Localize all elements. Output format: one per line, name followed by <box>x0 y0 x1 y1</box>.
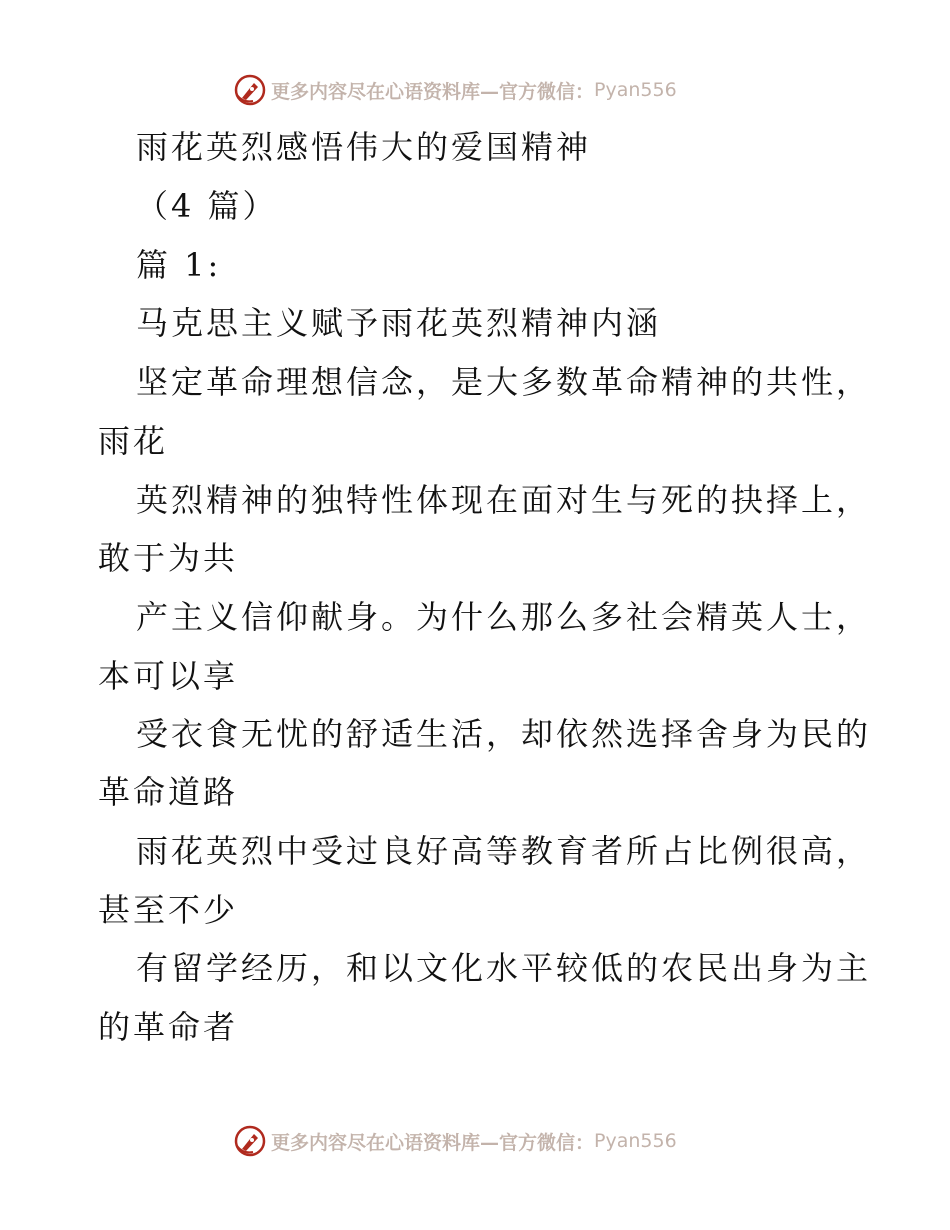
paragraph-line: 革命道路 <box>98 773 239 811</box>
watermark-header <box>233 72 677 108</box>
pen-nib-logo-icon <box>233 1124 267 1158</box>
paragraph-line: 本可以享 <box>98 657 239 695</box>
paragraph-line: 甚至不少 <box>98 891 239 929</box>
paragraph-line: 的革命者 <box>98 1008 239 1046</box>
document-title: 雨花英烈感悟伟大的爱国精神 <box>136 128 592 166</box>
watermark-text: 更多内容尽在心语资料库—官方微信： <box>271 80 595 103</box>
paragraph-line: 雨花 <box>98 422 169 460</box>
paragraph-line: 产主义信仰献身。为什么那么多社会精英人士， <box>136 598 872 636</box>
pen-nib-logo-icon <box>233 73 267 107</box>
paragraph-line: 敢于为共 <box>98 539 239 577</box>
paragraph-line: 坚定革命理想信念，是大多数革命精神的共性， <box>136 363 872 401</box>
watermark-footer <box>233 1123 677 1159</box>
section-heading: 篇 1: <box>136 246 222 284</box>
paragraph-line: 雨花英烈中受过良好高等教育者所占比例很高， <box>136 832 872 870</box>
section-subtitle: 马克思主义赋予雨花英烈精神内涵 <box>136 304 662 342</box>
watermark-text: 更多内容尽在心语资料库—官方微信： <box>271 1131 595 1154</box>
watermark-account: Pyan556 <box>594 79 677 101</box>
article-count: （4 篇） <box>136 187 278 225</box>
paragraph-line: 受衣食无忧的舒适生活，却依然选择舍身为民的 <box>136 715 872 753</box>
watermark-account: Pyan556 <box>594 1130 677 1152</box>
paragraph-line: 有留学经历，和以文化水平较低的农民出身为主 <box>136 949 872 987</box>
paragraph-line: 英烈精神的独特性体现在面对生与死的抉择上， <box>136 481 872 519</box>
